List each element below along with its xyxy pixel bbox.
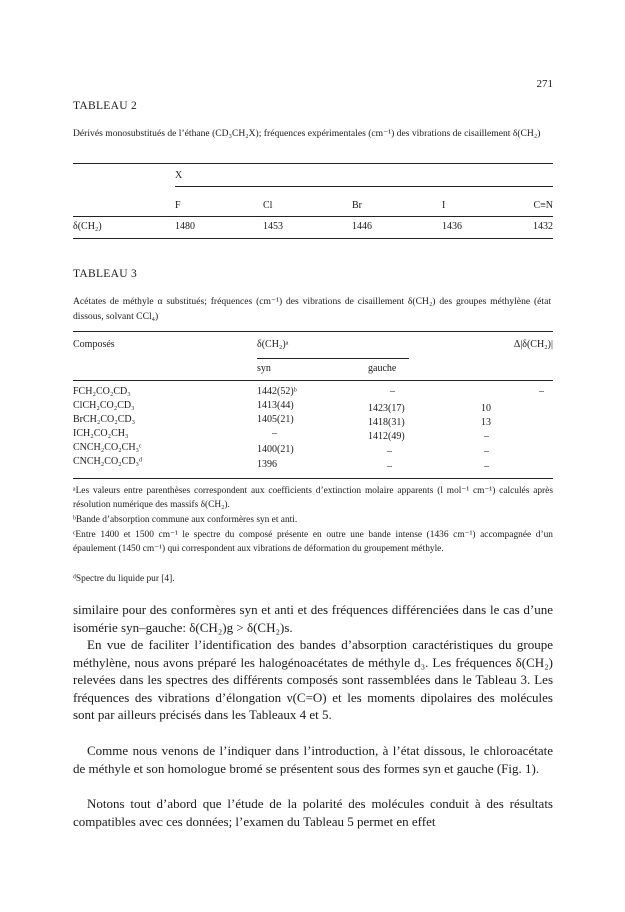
- table3-footnote-b: ᵇBande d’absorption commune aux conformères syn et anti.: [73, 515, 298, 525]
- table3-delta-value: –: [484, 446, 489, 457]
- table3-caption: TABLEAU 3: [73, 268, 138, 280]
- table3-syn-value: 1405(21): [257, 414, 294, 425]
- table3-delta-value: 10: [481, 403, 491, 414]
- table3-header-delta: δ(CH₂)ᵃ: [257, 339, 289, 350]
- table3-top-rule: [73, 331, 553, 332]
- table3-description: Acétates de méthyle α substitués; fréquences (cm⁻¹) des vibrations de cisaillement δ(CH₂) des groupes méthylène (état dissous, solvant CCl₄): [73, 296, 551, 322]
- table2-caption: TABLEAU 2: [73, 100, 138, 112]
- table2-col-header: I: [442, 200, 446, 211]
- table3-header-compounds: Composés: [73, 339, 115, 350]
- table3-delta-value: –: [484, 461, 489, 472]
- table2-col-header: F: [175, 200, 181, 211]
- table3-header-abs: Δ|δ(CH₂)|: [513, 339, 553, 350]
- table3-compound: BrCH₂CO₂CD₃: [73, 414, 136, 425]
- table3-syn-value: 1442(52)ᵇ: [257, 386, 297, 397]
- table2-description: Dérivés monosubstitués de l’éthane (CD₃CH₂X); fréquences expérimentales (cm⁻¹) des vibrations de cisaillement δ(CH₂): [73, 128, 541, 139]
- table3-header-rule: [73, 380, 553, 381]
- table3-syn-value: –: [272, 428, 277, 439]
- table3-delta-rule: [257, 358, 409, 359]
- table3-bottom-rule: [73, 478, 553, 479]
- table3-footnote-d: ᵈSpectre du liquide pur [4].: [73, 574, 175, 584]
- table3-sub-syn: syn: [257, 363, 271, 374]
- table2-value: 1446: [352, 221, 372, 232]
- table3-compound: FCH₂CO₂CD₃: [73, 386, 131, 397]
- table3-compound: CNCH₂CO₂CH₃ᶜ: [73, 442, 142, 453]
- table2-value: 1432: [533, 221, 553, 232]
- table3-sub-gauche: gauche: [368, 363, 397, 374]
- table3-syn-value: 1400(21): [257, 444, 294, 455]
- table2-col-header: Cl: [263, 200, 273, 211]
- table2-value: 1436: [442, 221, 462, 232]
- table3-compound: ClCH₂CO₂CD₃: [73, 400, 135, 411]
- body-paragraph: En vue de faciliter l’identification des bandes d’absorption caractéristiques du groupe méthylène, nous avons préparé les halogénoacétates de méthyle d₃. Les fréquences δ(CH₂) relevées dans les spectres des différents composés sont rassemblées dans le Tableau 3. Les fréquences des vibrations d’élongation ν(C=O) et les moments dipolaires des molécules sont par ailleurs précisés dans les Tableaux 4 et 5.: [73, 637, 553, 723]
- table2-x-rule: [175, 186, 553, 187]
- table3-gauche-value: 1418(31): [368, 417, 405, 428]
- table3-footnote-c: ᶜEntre 1400 et 1500 cm⁻¹ le spectre du composé présente en outre une bande intense (1436 cm⁻¹) accompagnée d’un épaulement (1450 cm⁻¹) qui correspondent aux vibrations de déformation du groupement méthyle.: [73, 530, 553, 555]
- table3-gauche-value: 1423(17): [368, 403, 405, 414]
- table3-gauche-value: –: [387, 446, 392, 457]
- table3-footnote-a: ᵃLes valeurs entre parenthèses correspondent aux coefficients d’extinction molaire apparents (l mol⁻¹ cm⁻¹) calculés après résolution numérique des massifs δ(CH₂).: [73, 486, 553, 511]
- table2-top-rule: [73, 163, 553, 164]
- body-paragraph: Notons tout d’abord que l’étude de la polarité des molécules conduit à des résultats compatibles avec ces données; l’examen du Tableau 5 permet en effet: [73, 796, 553, 829]
- table3-compound: ICH₂CO₂CH₃: [73, 428, 129, 439]
- table3-gauche-value: –: [390, 386, 395, 397]
- table3-gauche-value: –: [387, 461, 392, 472]
- page-number: 271: [536, 78, 553, 90]
- table2-value: 1453: [263, 221, 283, 232]
- table3-delta-value: 13: [481, 417, 491, 428]
- body-paragraph: Comme nous venons de l’indiquer dans l’introduction, à l’état dissous, le chloroacétate de méthyle et son homologue bromé se présentent sous des formes syn et gauche (Fig. 1).: [73, 743, 553, 776]
- body-paragraph: similaire pour des conformères syn et anti et des fréquences différenciées dans le cas d’une isomérie syn–gauche: δ(CH₂)g > δ(CH₂)s.: [73, 602, 553, 635]
- table3-compound: CNCH₂CO₂CD₃ᵈ: [73, 456, 143, 467]
- table2-bottom-rule: [73, 238, 553, 239]
- table2-x-header: X: [175, 170, 183, 181]
- table2-col-header: C≡N: [533, 200, 553, 211]
- table3-syn-value: 1396: [257, 459, 277, 470]
- table2-header-rule: [73, 216, 553, 217]
- table3-syn-value: 1413(44): [257, 400, 294, 411]
- table2-row-label: δ(CH₂): [73, 221, 102, 232]
- table2-value: 1480: [175, 221, 195, 232]
- table3-gauche-value: 1412(49): [368, 431, 405, 442]
- table3-delta-value: –: [484, 431, 489, 442]
- table3-delta-value: –: [539, 386, 544, 397]
- table2-col-header: Br: [352, 200, 362, 211]
